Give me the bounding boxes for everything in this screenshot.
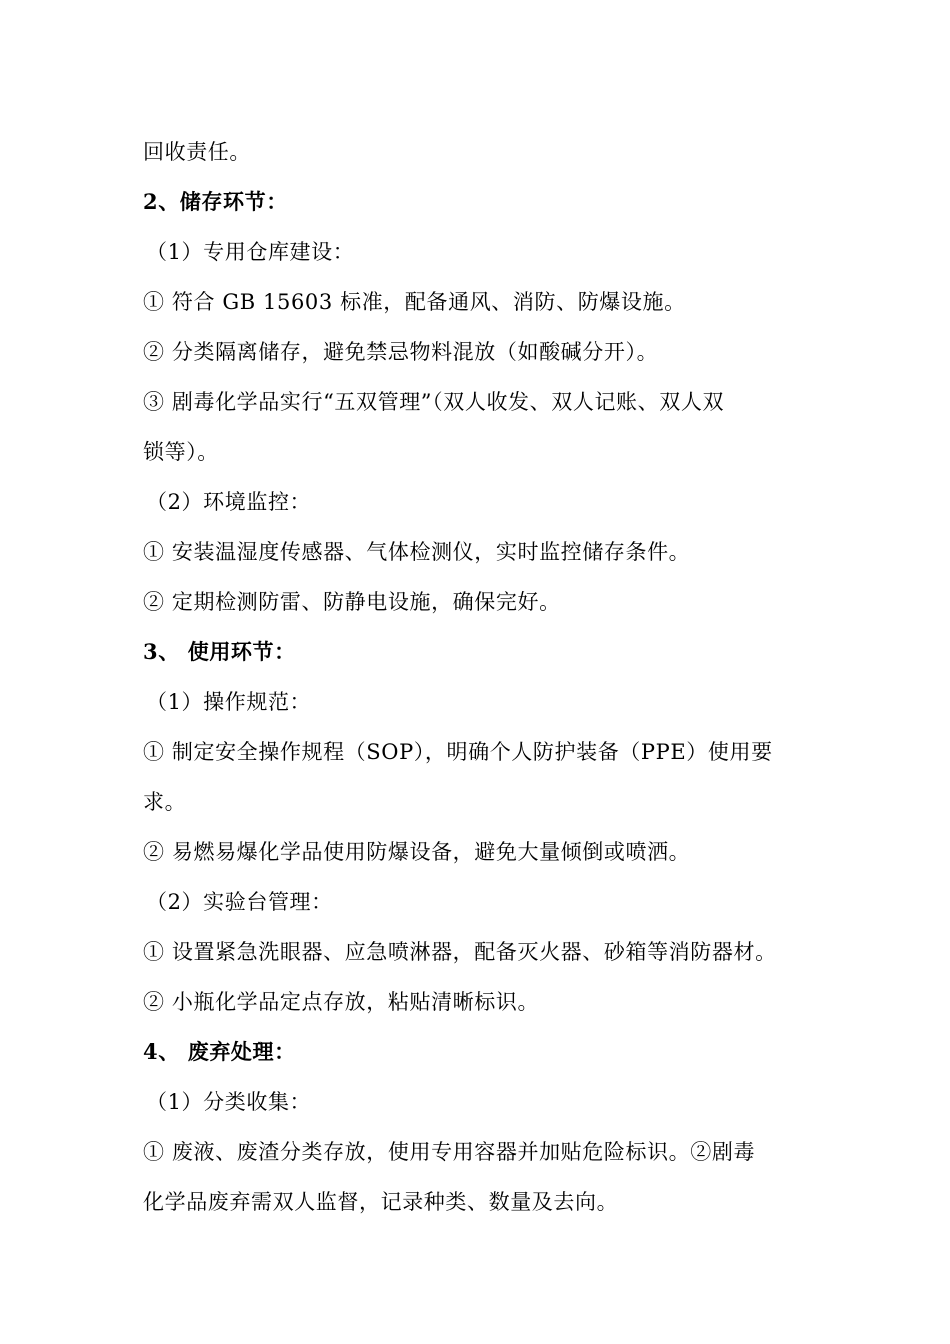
subsection-lab-bench: （2）实验台管理： [146, 890, 333, 914]
list-item-small-bottles: ② 小瓶化学品定点存放，粘贴清晰标识。 [143, 990, 540, 1014]
list-item-waste-liquid: ① 废液、废渣分类存放，使用专用容器并加贴危险标识。②剧毒 [143, 1140, 756, 1164]
subsection-monitoring: （2）环境监控： [146, 490, 312, 514]
list-item-eyewash: ① 设置紧急洗眼器、应急喷淋器，配备灭火器、砂箱等消防器材。 [143, 940, 777, 964]
section-heading-storage: 2、储存环节： [143, 189, 288, 214]
list-item-explosion-proof: ② 易燃易爆化学品使用防爆设备，避免大量倾倒或喷洒。 [143, 840, 691, 864]
list-item-standard: ① 符合 GB 15603 标准，配备通风、消防、防爆设施。 [143, 290, 686, 314]
section-heading-usage: 3、 使用环节： [143, 639, 296, 664]
list-item-sensors: ① 安装温湿度传感器、气体检测仪，实时监控储存条件。 [143, 540, 691, 564]
subsection-collection: （1）分类收集： [146, 1090, 312, 1114]
list-item-sop-cont: 求。 [143, 790, 187, 814]
list-item-waste-liquid-cont: 化学品废弃需双人监督，记录种类、数量及去向。 [143, 1190, 619, 1214]
list-item-segregation: ② 分类隔离储存，避免禁忌物料混放（如酸碱分开）。 [143, 340, 659, 364]
list-item-sop: ① 制定安全操作规程（SOP），明确个人防护装备（PPE）使用要 [143, 740, 773, 764]
list-item-five-double-cont: 锁等）。 [143, 440, 219, 464]
section-heading-disposal: 4、 废弃处理： [143, 1039, 296, 1064]
subsection-operation: （1）操作规范： [146, 690, 312, 714]
paragraph-continuation: 回收责任。 [143, 140, 251, 164]
subsection-warehouse: （1）专用仓库建设： [146, 240, 355, 264]
list-item-lightning: ② 定期检测防雷、防静电设施，确保完好。 [143, 590, 561, 614]
list-item-five-double: ③ 剧毒化学品实行“五双管理”（双人收发、双人记账、双人双 [143, 390, 725, 414]
